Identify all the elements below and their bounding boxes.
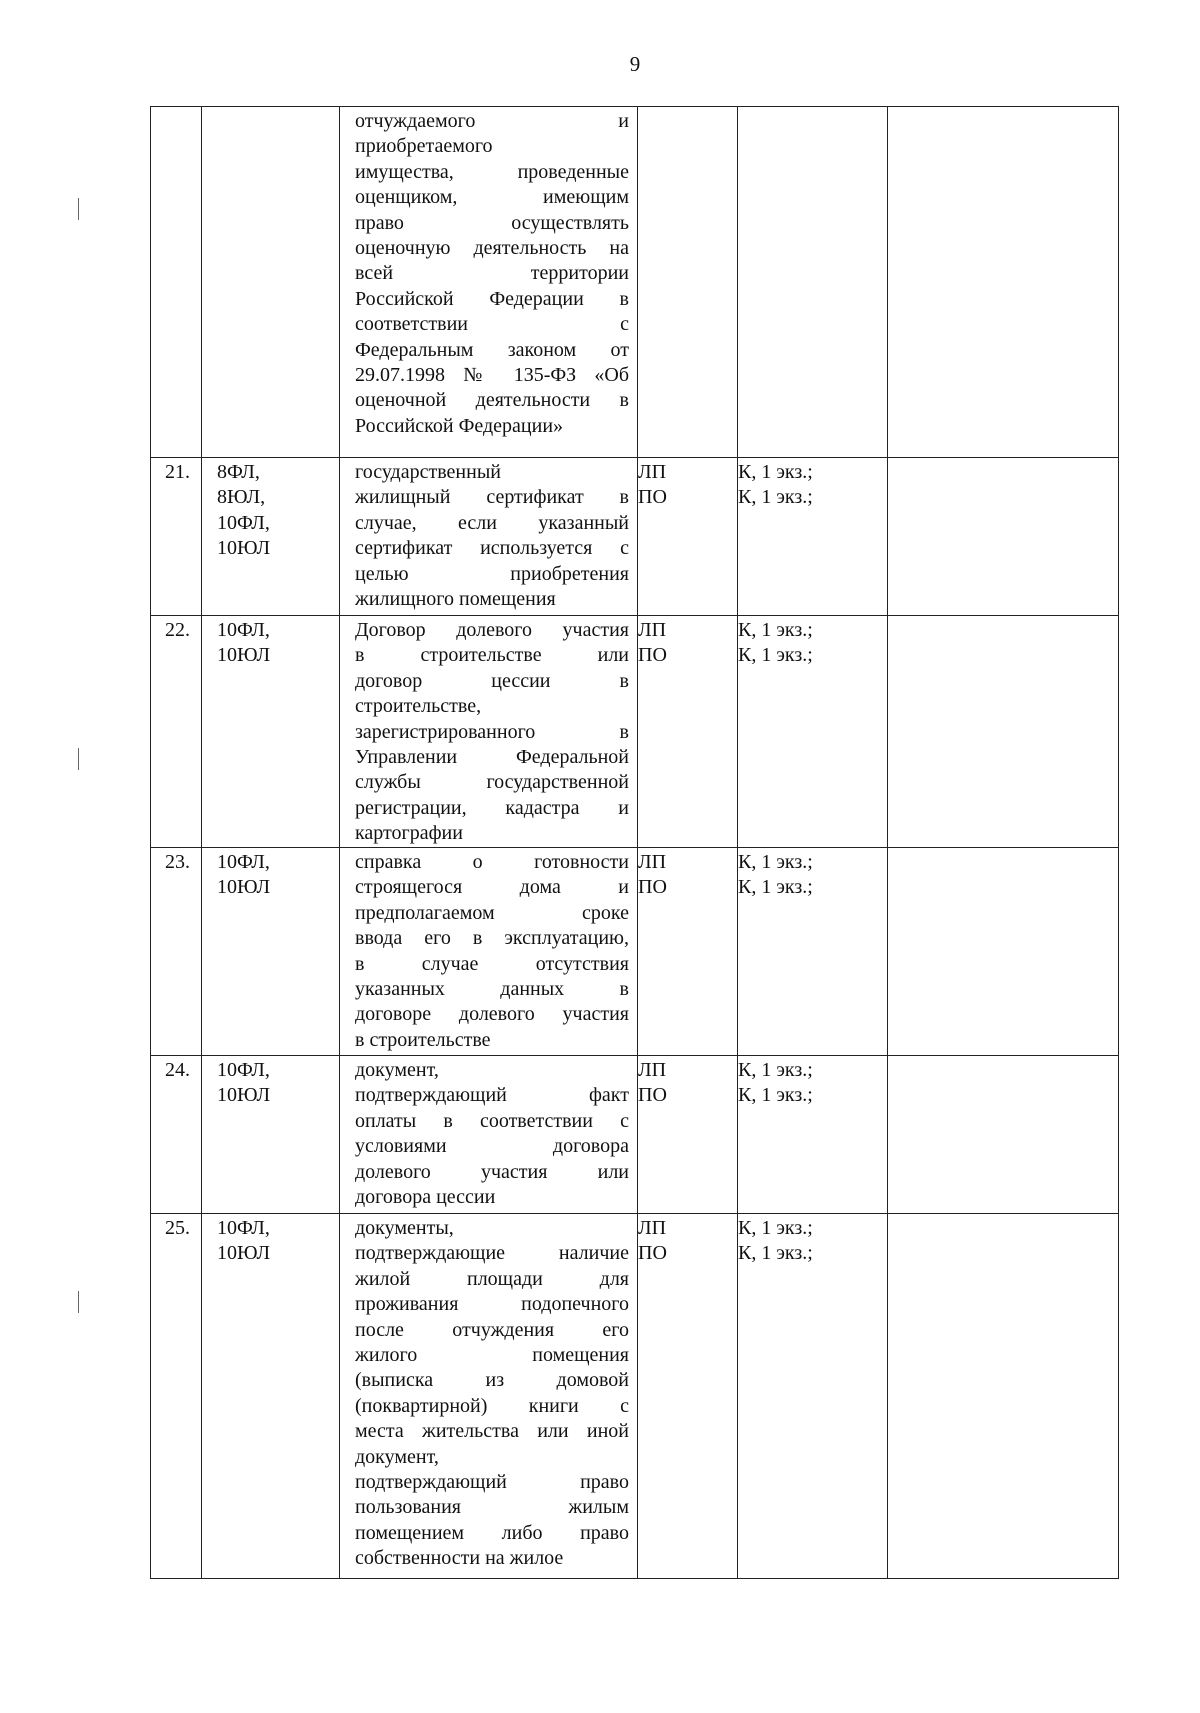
description-line: предполагаемом сроке — [355, 901, 629, 924]
description-line: оплаты в соответствии с — [355, 1109, 629, 1132]
description-line: Федеральным законом от — [355, 338, 629, 361]
document-type: ЛП — [638, 851, 667, 873]
cell-number — [151, 458, 202, 616]
cell-notes — [888, 107, 1119, 458]
cell-description — [340, 107, 638, 458]
description-line: условиями договора — [355, 1135, 629, 1158]
table-row-continued — [151, 107, 1119, 458]
description-line: подтверждающие наличие — [355, 1242, 629, 1265]
copies-value: К, 1 экз.; — [738, 851, 813, 873]
cell-type — [638, 107, 738, 458]
copies-value: К, 1 экз.; — [738, 1059, 813, 1081]
description-line: (поквартирной) книги с — [355, 1394, 629, 1417]
cell-description — [340, 1214, 638, 1579]
description-line: жилищный сертификат в — [355, 486, 629, 509]
applicant-code: 10ФЛ, — [217, 1059, 270, 1081]
description-line: подтверждающий право — [355, 1471, 629, 1494]
description-line: оценщиком, имеющим — [355, 186, 629, 209]
cell-notes — [888, 1056, 1119, 1214]
description-line: помещением либо право — [355, 1521, 629, 1544]
description-line: Российской Федерации в — [355, 287, 629, 310]
description-line: оценочную деятельность на — [355, 237, 629, 260]
copies-value: К, 1 экз.; — [738, 461, 813, 483]
cell-codes — [202, 1056, 340, 1214]
copies-value: К, 1 экз.; — [738, 1084, 813, 1107]
table-row — [151, 1214, 1119, 1579]
description-line: Управлении Федеральной — [355, 746, 629, 769]
row-number: 21. — [165, 461, 190, 483]
copies-value: К, 1 экз.; — [738, 1217, 813, 1239]
row-number: 23. — [165, 851, 190, 873]
cell-copies — [738, 1056, 888, 1214]
cell-codes — [202, 848, 340, 1056]
applicant-code: 10ЮЛ — [217, 537, 271, 560]
description-line: указанных данных в — [355, 978, 629, 1001]
document-type: ЛП — [638, 461, 667, 483]
description-line: жилищного помещения — [355, 588, 556, 611]
applicant-code: 10ЮЛ — [217, 876, 271, 899]
cell-type — [638, 458, 738, 616]
applicant-code: 8ФЛ, — [217, 461, 260, 483]
description-line: долевого участия или — [355, 1160, 629, 1183]
cell-number — [151, 1056, 202, 1214]
document-type: ПО — [638, 486, 667, 509]
description-line: в случае отсутствия — [355, 952, 629, 975]
cell-codes — [202, 616, 340, 848]
row-number: 24. — [165, 1059, 190, 1081]
description-line: государственный — [355, 461, 501, 483]
applicant-code: 10ЮЛ — [217, 644, 271, 667]
cell-type — [638, 1056, 738, 1214]
description-line: в строительстве или — [355, 644, 629, 667]
cell-description — [340, 1056, 638, 1214]
copies-value: К, 1 экз.; — [738, 644, 813, 667]
description-line: договор цессии в — [355, 669, 629, 692]
description-line: всей территории — [355, 262, 629, 285]
applicant-code: 10ФЛ, — [217, 1217, 270, 1239]
description-line: документы, — [355, 1217, 454, 1239]
document-type: ЛП — [638, 1059, 667, 1081]
description-line: договоре долевого участия — [355, 1003, 629, 1026]
cell-type — [638, 1214, 738, 1579]
description-line: отчуждаемого и — [355, 110, 629, 132]
description-line: договора цессии — [355, 1186, 496, 1209]
description-line: зарегистрированного в — [355, 720, 629, 743]
document-type: ЛП — [638, 619, 667, 641]
cell-number — [151, 848, 202, 1056]
description-line: справка о готовности — [355, 851, 629, 873]
cell-notes — [888, 616, 1119, 848]
description-line: места жительства или иной — [355, 1420, 629, 1443]
cell-description — [340, 616, 638, 848]
cell-type — [638, 848, 738, 1056]
description-line: право осуществлять — [355, 211, 629, 234]
row-number: 22. — [165, 619, 190, 641]
margin-mark — [78, 1291, 79, 1313]
cell-copies — [738, 848, 888, 1056]
documents-table — [150, 106, 1119, 1579]
cell-copies — [738, 1214, 888, 1579]
copies-value: К, 1 экз.; — [738, 1242, 813, 1265]
description-line: приобретаемого — [355, 135, 493, 158]
description-line: строительстве, — [355, 695, 482, 718]
description-line: документ, — [355, 1059, 439, 1081]
cell-codes — [202, 458, 340, 616]
cell-codes — [202, 1214, 340, 1579]
margin-mark — [78, 748, 79, 770]
applicant-code: 10ФЛ, — [217, 619, 270, 641]
page-number: 9 — [629, 52, 641, 76]
description-line: 29.07.1998 № 135-ФЗ «Об — [355, 364, 629, 387]
description-line: ввода его в эксплуатацию, — [355, 927, 629, 950]
cell-description — [340, 458, 638, 616]
description-line: проживания подопечного — [355, 1293, 629, 1316]
description-line: подтверждающий факт — [355, 1084, 629, 1107]
description-line: после отчуждения его — [355, 1318, 629, 1341]
document-type: ЛП — [638, 1217, 667, 1239]
table-row — [151, 848, 1119, 1056]
cell-notes — [888, 848, 1119, 1056]
document-type: ПО — [638, 1084, 667, 1107]
description-line: целью приобретения — [355, 562, 629, 585]
applicant-code: 8ЮЛ, — [217, 486, 266, 509]
description-line: жилой площади для — [355, 1267, 629, 1290]
applicant-code: 10ЮЛ — [217, 1084, 271, 1107]
applicant-code: 10ФЛ, — [217, 511, 270, 534]
document-type: ПО — [638, 876, 667, 899]
copies-value: К, 1 экз.; — [738, 876, 813, 899]
cell-number — [151, 616, 202, 848]
description-line: оценочной деятельности в — [355, 389, 629, 412]
description-line: Российской Федерации» — [355, 414, 564, 437]
description-line: жилого помещения — [355, 1344, 629, 1367]
applicant-code: 10ФЛ, — [217, 851, 270, 873]
description-line: регистрации, кадастра и — [355, 796, 629, 819]
applicant-code: 10ЮЛ — [217, 1242, 271, 1265]
copies-value: К, 1 экз.; — [738, 619, 813, 641]
margin-mark — [78, 198, 79, 220]
description-line: картографии — [355, 822, 463, 845]
cell-number — [151, 1214, 202, 1579]
description-line: в строительстве — [355, 1028, 491, 1051]
cell-copies — [738, 107, 888, 458]
description-line: имущества, проведенные — [355, 160, 629, 183]
document-type: ПО — [638, 644, 667, 667]
cell-description — [340, 848, 638, 1056]
cell-notes — [888, 458, 1119, 616]
description-line: пользования жилым — [355, 1496, 629, 1519]
description-line: службы государственной — [355, 771, 629, 794]
description-line: сертификат используется с — [355, 537, 629, 560]
description-line: документ, — [355, 1445, 439, 1468]
cell-codes — [202, 107, 340, 458]
description-line: строящегося дома и — [355, 876, 629, 899]
description-line: Договор долевого участия — [355, 619, 629, 641]
cell-type — [638, 616, 738, 848]
cell-notes — [888, 1214, 1119, 1579]
table-row — [151, 458, 1119, 616]
copies-value: К, 1 экз.; — [738, 486, 813, 509]
table-row — [151, 616, 1119, 848]
description-line: соответствии с — [355, 313, 629, 336]
description-line: случае, если указанный — [355, 511, 629, 534]
description-line: (выписка из домовой — [355, 1369, 629, 1392]
cell-number — [151, 107, 202, 458]
row-number: 25. — [165, 1217, 190, 1239]
description-line: собственности на жилое — [355, 1547, 564, 1570]
cell-copies — [738, 616, 888, 848]
cell-copies — [738, 458, 888, 616]
document-type: ПО — [638, 1242, 667, 1265]
table-row — [151, 1056, 1119, 1214]
